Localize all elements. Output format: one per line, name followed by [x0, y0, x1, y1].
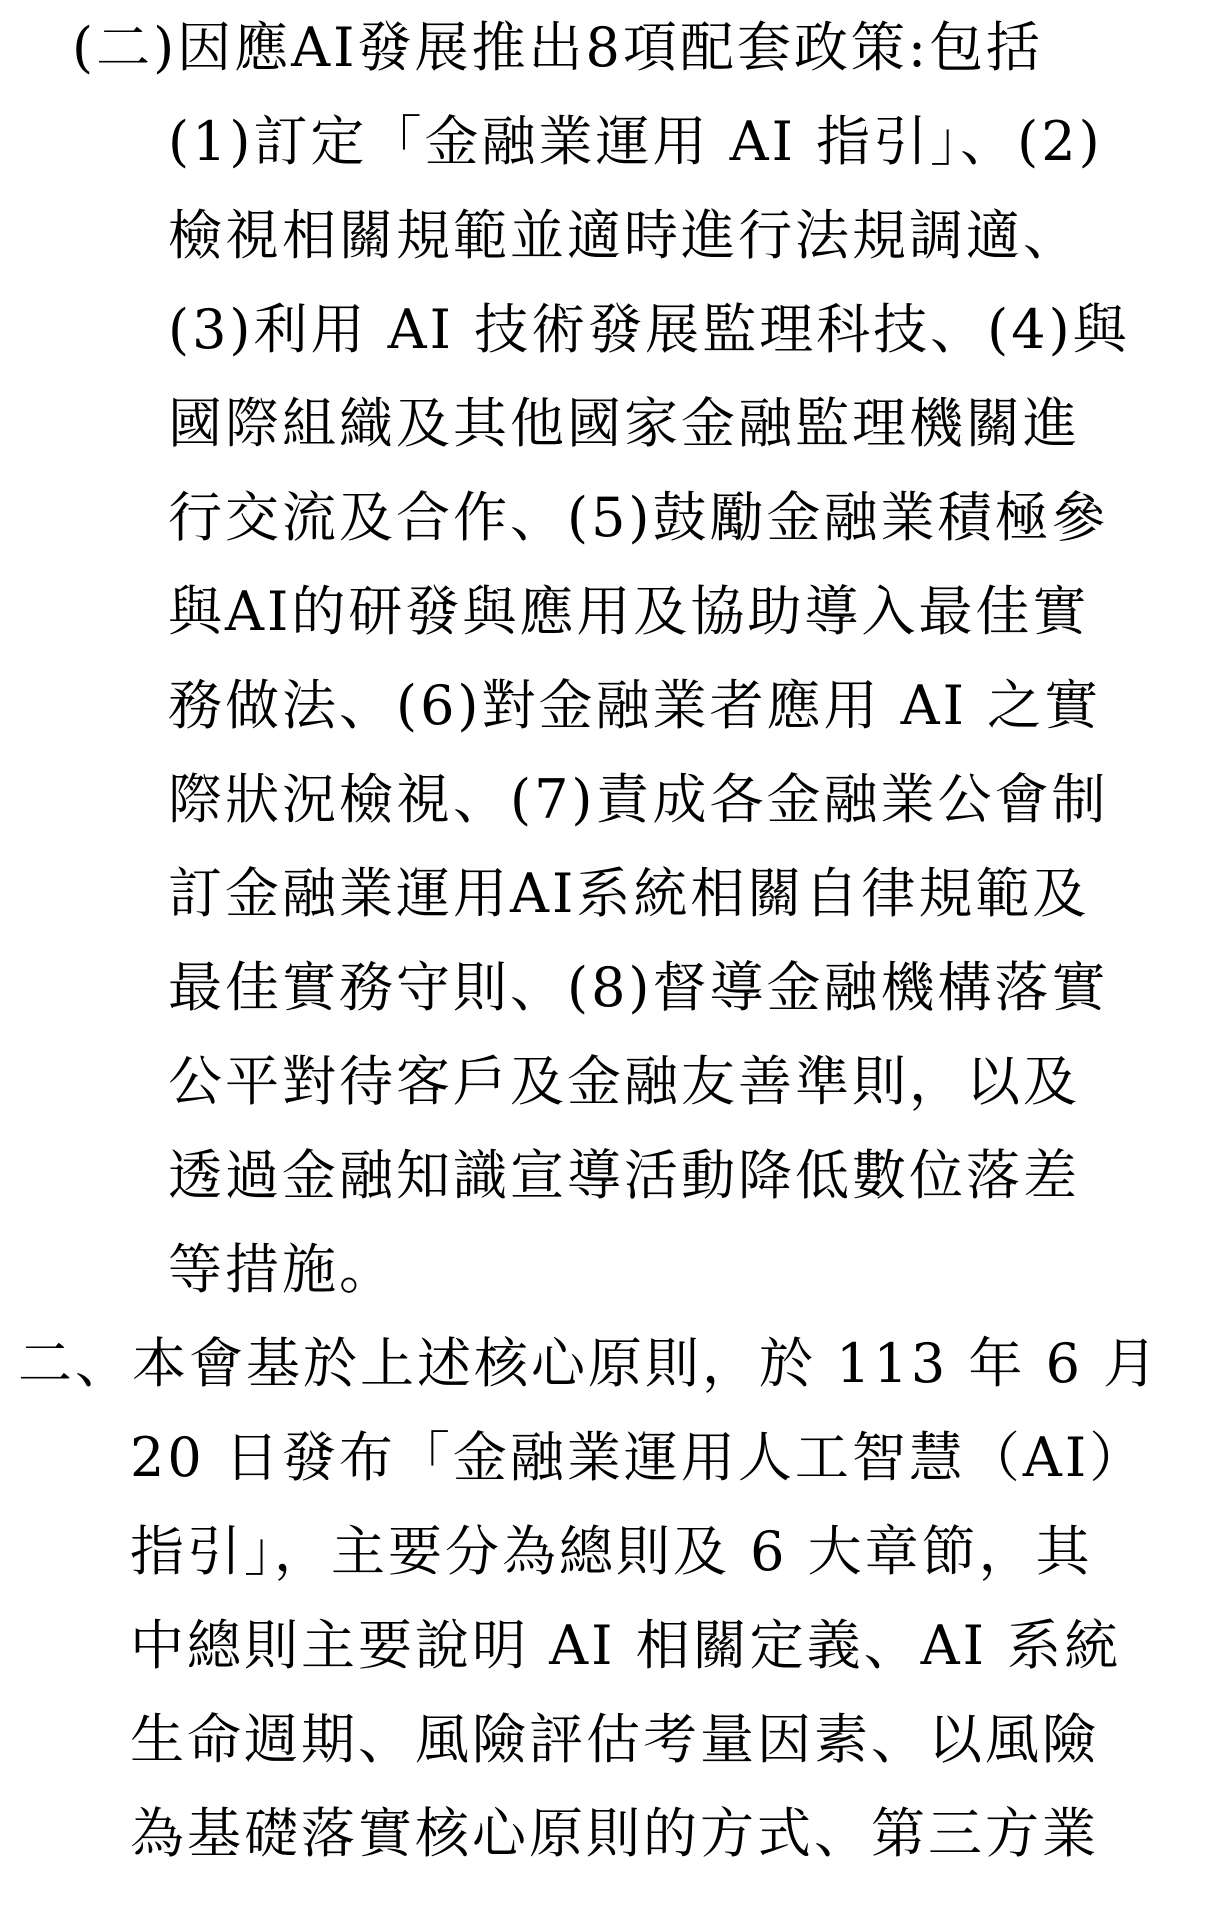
section-heading-line: 二、本會基於上述核心原則，於 113 年 6 月: [18, 1332, 1161, 1395]
paragraph-line: 務做法、(6)對金融業者應用 AI 之實: [168, 674, 1102, 737]
paragraph-line: (3)利用 AI 技術發展監理科技、(4)與: [168, 298, 1130, 361]
paragraph-line: 際狀況檢視、(7)責成各金融業公會制: [168, 768, 1109, 831]
paragraph-line: 指引」，主要分為總則及 6 大章節，其: [130, 1520, 1093, 1583]
paragraph-line: 檢視相關規範並適時進行法規調適、: [168, 204, 1080, 267]
paragraph-line: 20 日發布「金融業運用人工智慧（AI）: [130, 1426, 1147, 1489]
paragraph-line: 等措施。: [168, 1238, 396, 1301]
paragraph-line: 行交流及合作、(5)鼓勵金融業積極參: [168, 486, 1109, 549]
paragraph-line: 與AI的研發與應用及協助導入最佳實: [168, 580, 1090, 643]
paragraph-line: 為基礎落實核心原則的方式、第三方業: [130, 1802, 1099, 1865]
subsection-heading-line: (二)因應AI發展推出8項配套政策:包括: [72, 16, 1044, 79]
paragraph-line: 生命週期、風險評估考量因素、以風險: [130, 1708, 1099, 1771]
paragraph-line: 國際組織及其他國家金融監理機關進: [168, 392, 1080, 455]
paragraph-line: 透過金融知識宣導活動降低數位落差: [168, 1144, 1080, 1207]
paragraph-line: 訂金融業運用AI系統相關自律規範及: [168, 862, 1090, 925]
paragraph-line: 最佳實務守則、(8)督導金融機構落實: [168, 956, 1109, 1019]
paragraph-line: 公平對待客戶及金融友善準則，以及: [168, 1050, 1080, 1113]
paragraph-line: 中總則主要說明 AI 相關定義、AI 系統: [130, 1614, 1122, 1677]
paragraph-line: (1)訂定「金融業運用 AI 指引」、(2): [168, 110, 1103, 173]
